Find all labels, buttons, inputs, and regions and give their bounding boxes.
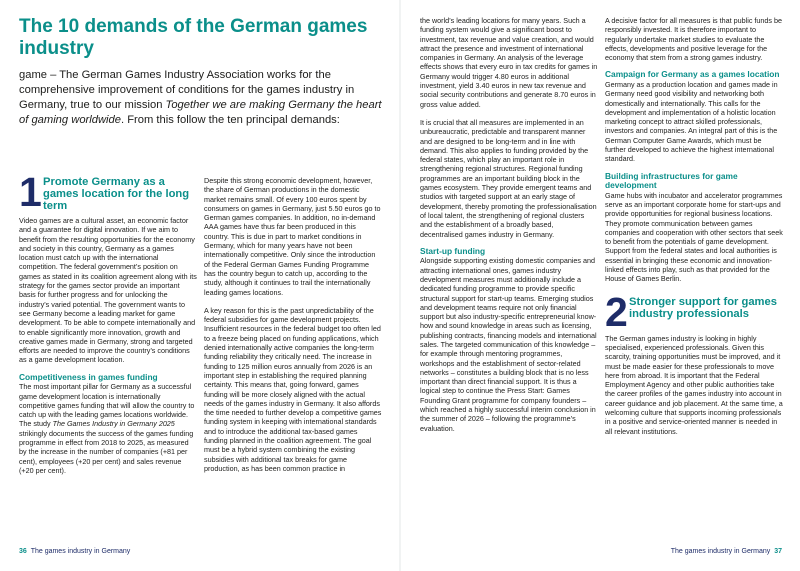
- demand-2-number: 2: [605, 288, 628, 335]
- footer-right: [671, 547, 782, 556]
- intro-text-start: game – The German Games Industry Association works for the comprehensive improvement of conditions for the games industry in Germany, true to our mission: [19, 69, 355, 111]
- infrastructure-heading: Building infrastructures for game development: [605, 170, 738, 191]
- study-text-start: The most important pillar for Germany as a successful game development location is internationally competitive games funding that will allow the country to catch up with the leading games locations worldwide. The study: [19, 382, 195, 429]
- demand-1-paragraph-3: Despite this strong economic development, however, the share of German productions in the domestic market remains small. Of every 100 euros spent by consumers on games in Germany, just 5.50 euros go to German games companies. In addition, no in-demand AAA games have thus far been produced in this country. This is due in part to market conditions in Germany, which for many years have not been internationally competitive. Only since the introduction of the Federal German Games Funding Programme has the country begun to catch up, according to the study, although it continues to trail the internationally leading games locations.: [204, 176, 381, 297]
- demand-1-paragraph-4: A key reason for this is the past unpredictability of the federal subsidies for game development projects. Insufficient resources in the federal budget too often led to a freeze being placed on funding applications, which denied internationally active companies the long-term funding reliability they critically need. The increase in funding to 125 million euros annually from 2026 is an important step in establishing the required planning certainty. This means that, going forward, games funding will be more closely aligned with the actual needs of the games industry in Germany. It also affords the time needed to further develop a competitive games funding system in keeping with international standards and to introduce the additional tax-based games funding planned in the coalition agreement. The goal must be a hybrid system combining the existing subsidies with additional tax breaks for game production, as has been common practice in: [204, 305, 382, 473]
- startup-heading: Start-up funding: [420, 245, 486, 256]
- demand-1-title: Promote Germany as a games location for the long term: [43, 176, 190, 212]
- competitiveness-heading: Competitiveness in games funding: [19, 371, 158, 382]
- page-gutter: [399, 0, 401, 571]
- footer-label-left: The games industry in Germany: [30, 548, 131, 555]
- intro-text-end: . From this follow the ten principal demands:: [120, 114, 340, 126]
- page-number-left: 36: [19, 548, 27, 555]
- column-2: [204, 176, 382, 473]
- page-number-right: 37: [774, 548, 782, 555]
- demand-2-title: Stronger support for games industry professionals: [629, 295, 777, 320]
- measures-paragraph: It is crucial that all measures are implemented in an unbureaucratic, predictable and transparent manner and are designed to be long-term and in line with demand. This also applies to funding provided by the federal states, which play an important role in strengthening regional structures. Regional funding programmes are an important building block in the games ecosystem. They provide emergent teams and studios with targeted support at an early stage of development, thereby promoting the professionalisation of local talent, the strengthening of regional clusters and the establishment of a broadly based, decentralised games industry in Germany.: [420, 117, 597, 239]
- column-4: [605, 16, 783, 436]
- intro-mission: Together we are making Germany the heart of gaming worldwide: [19, 99, 382, 126]
- startup-paragraph: Alongside supporting existing domestic companies and attracting international ones, games industry development measures must additionally include a dedicated funding programme to provide specific structural support for start-up teams. Emerging studios and development teams require not only financial support but also industry-specific entrepreneurial know-how and sound knowledge in areas such as licensing, publishing contracts, financing models and international sales. The targeted communication of this knowledge – for example through mentoring programmes, workshops and the establishment of sector-related networks – constitutes a building block that is no less important than direct financial support. It is thus a logical step to continue the Press Start: Games Founding Grant programme for company founders – which reached a highly successful interim conclusion in the summer of 2026 – following the programme’s evaluation.: [420, 256, 597, 433]
- demand-1-paragraph-2: [19, 382, 197, 475]
- campaign-heading: Campaign for Germany as a games location: [605, 69, 780, 80]
- footer-label-right: The games industry in Germany: [670, 548, 771, 555]
- infrastructure-paragraph: Game hubs with incubator and accelerator programmes serve as an important corporate home for start-ups and provide opportunities for regional business locations. They promote communication between games companies and cooperation with other sectors that seek to benefit from the potentials of game development. Support from the federal states and local authorities is essential in bringing these economic and innovation-linked effects into play, such as that provided for the House of Games Berlin.: [605, 190, 783, 284]
- column-3: [420, 16, 598, 433]
- demand-2-paragraph: The German games industry is looking in highly specialised, experienced professionals. Given this scarcity, training opportunities must be improved, and it must be made easier for these professionals to move here from abroad. It is important that the Federal Employment Agency and other public authorities take the career profiles of the games industry into account in career guidance and job placement. At the same time, a welcoming culture that supports incoming professionals in a positive and service-oriented manner is needed in all relevant institutions.: [605, 333, 783, 436]
- study-title: The Games Industry in Germany 2025: [52, 419, 175, 429]
- campaign-paragraph: Germany as a production location and games made in Germany need good visibility and networking both domestically and internationally. This calls for the development and implementation of a holistic location marketing concept to attract skilled professionals, investors and companies. An integral part of this is the German Computer Game Awards, which must be further developed to achieve the highest international standard.: [605, 79, 778, 164]
- decisive-factor-paragraph: A decisive factor for all measures is that public funds be responsibly invested. It is therefore important to regularly undertake market studies to evaluate the effects, developments and positive leverage for the economy that stem from a strong games industry.: [605, 16, 782, 63]
- demand-1-heading: [19, 169, 197, 215]
- demand-1-paragraph-1: Video games are a cultural asset, an economic factor and a guarantee for digital innovation. If we aim to benefit from the resulting opportunities for the economy and society in this country, Germany as a games location must catch up with the international competition. The federal government’s position on games as stated in its coalition agreement along with its strategy for the games sector provide an important basis for further progress and for unlocking the industry’s varied potential. The government wants to see Germany become a leading market for game development. To be able to compete internationally and to enable significantly more innovation, growth and creative games made in Germany, strong and targeted efforts are needed to improve the country’s conditions as a game development location.: [19, 216, 197, 365]
- demand-2-heading: [605, 288, 783, 335]
- footer-left: [19, 547, 130, 556]
- demand-1-number: 1: [19, 169, 42, 215]
- column-1: [19, 169, 197, 475]
- funding-paragraph: the world’s leading locations for many years. Such a funding system would give a significant boost to investment, tax revenue and value creation, and would attract the presence and investment of international companies in Germany. An analysis of the leverage effects shows that every euro in tax credits for games in Germany would trigger 4.80 euros in additional investment, yield 3.40 euros in new tax revenue and social security contributions and generate 8.70 euros in gross value added.: [420, 16, 598, 109]
- study-text-end: strikingly documents the success of the games funding programme in effect from 2018 to 2025, as measured by the increase in the number of companies (+81 per cent), employees (+20 per cent) and sales revenue (+20 per cent).: [19, 428, 194, 475]
- intro-paragraph: [19, 68, 384, 128]
- page-title: The 10 demands of the German games industry: [19, 16, 368, 59]
